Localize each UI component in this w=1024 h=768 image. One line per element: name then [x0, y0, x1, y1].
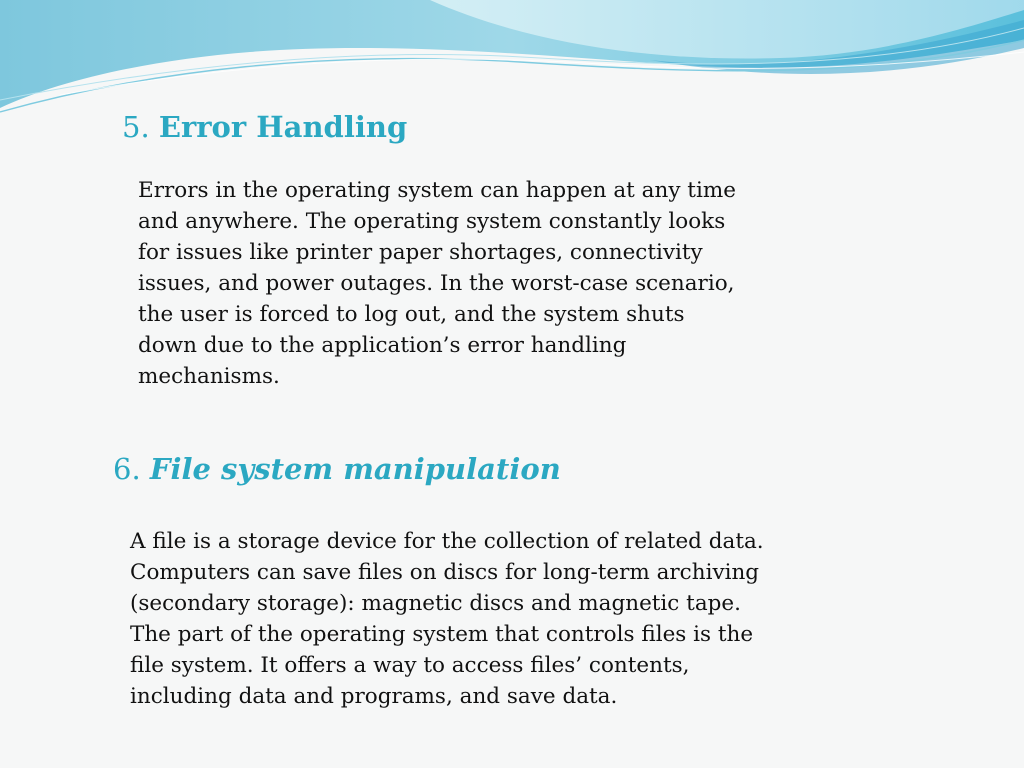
- section-heading-file-system: [113, 452, 561, 486]
- paragraph-line: down due to the application’s error handling: [138, 333, 627, 358]
- section-title: File system manipulation: [149, 452, 561, 486]
- section-number: 5.: [122, 110, 150, 144]
- paragraph-line: file system. It offers a way to access files’ contents,: [130, 653, 690, 678]
- paragraph-line: Computers can save files on discs for long-term archiving: [130, 560, 760, 585]
- paragraph-line: The part of the operating system that controls files is the: [130, 622, 754, 647]
- paragraph-line: issues, and power outages. In the worst-case scenario,: [138, 271, 735, 296]
- section-title: Error Handling: [158, 110, 408, 144]
- paragraph-line: mechanisms.: [138, 364, 280, 389]
- section-number: 6.: [113, 452, 141, 486]
- paragraph-line: and anywhere. The operating system constantly looks: [138, 209, 726, 234]
- paragraph-line: (secondary storage): magnetic discs and magnetic tape.: [130, 591, 741, 616]
- section-heading-error-handling: [122, 110, 407, 144]
- error-handling-paragraph: [138, 175, 758, 392]
- paragraph-line: A file is a storage device for the collection of related data.: [130, 529, 764, 554]
- paragraph-line: including data and programs, and save data.: [130, 684, 618, 709]
- paragraph-line: Errors in the operating system can happen at any time: [138, 178, 736, 203]
- paragraph-line: for issues like printer paper shortages, connectivity: [138, 240, 703, 265]
- paragraph-line: the user is forced to log out, and the system shuts: [138, 302, 685, 327]
- file-system-paragraph: [130, 526, 780, 712]
